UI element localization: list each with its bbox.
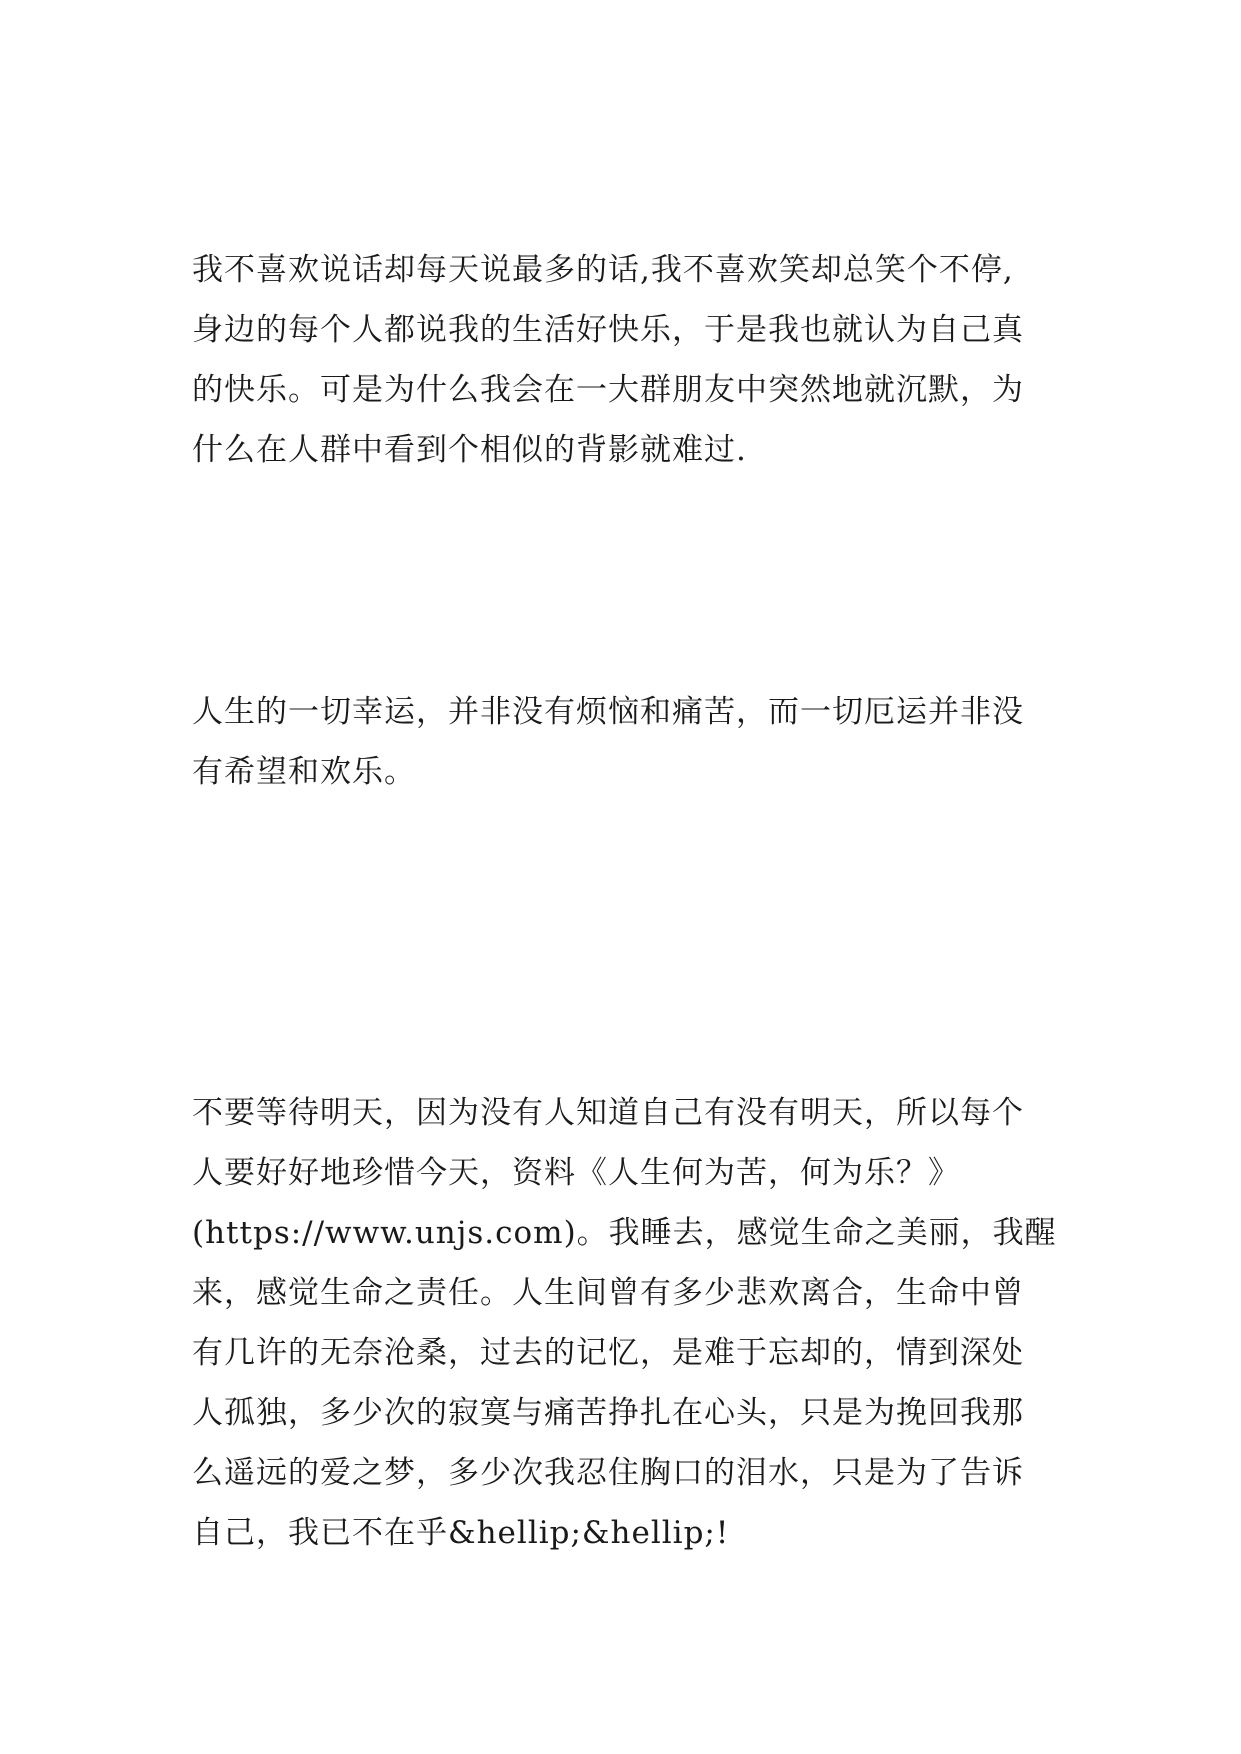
paragraph-line: 么遥远的爱之梦，多少次我忍住胸口的泪水，只是为了告诉 [192,1455,1024,1491]
paragraph-line: 的快乐。可是为什么我会在一大群朋友中突然地就沉默，为 [192,372,1024,408]
paragraph-3 [192,1083,1092,1563]
paragraph-line: 有几许的无奈沧桑，过去的记忆，是难于忘却的，情到深处 [192,1335,1024,1371]
paragraph-line: 来，感觉生命之责任。人生间曾有多少悲欢离合，生命中曾 [192,1275,1024,1311]
paragraph-line: 什么在人群中看到个相似的背影就难过. [192,432,747,468]
paragraph-line: 不要等待明天，因为没有人知道自己有没有明天，所以每个 [192,1095,1024,1131]
paragraph-line: 人要好好地珍惜今天，资料《人生何为苦，何为乐？》 [192,1155,960,1191]
paragraph-line: 人孤独，多少次的寂寞与痛苦挣扎在心头，只是为挽回我那 [192,1395,1024,1431]
paragraph-line: 人生的一切幸运，并非没有烦恼和痛苦，而一切厄运并非没 [192,694,1024,730]
paragraph-line: (https://www.unjs.com)。我睡去，感觉生命之美丽，我醒 [192,1215,1057,1251]
paragraph-line: 自己，我已不在乎&hellip;&hellip;! [192,1515,730,1551]
paragraph-2 [192,682,1092,802]
paragraph-line: 我不喜欢说话却每天说最多的话,我不喜欢笑却总笑个不停, [192,252,1014,288]
paragraph-1 [192,240,1092,480]
paragraph-line: 身边的每个人都说我的生活好快乐，于是我也就认为自己真 [192,312,1024,348]
paragraph-line: 有希望和欢乐。 [192,754,416,790]
